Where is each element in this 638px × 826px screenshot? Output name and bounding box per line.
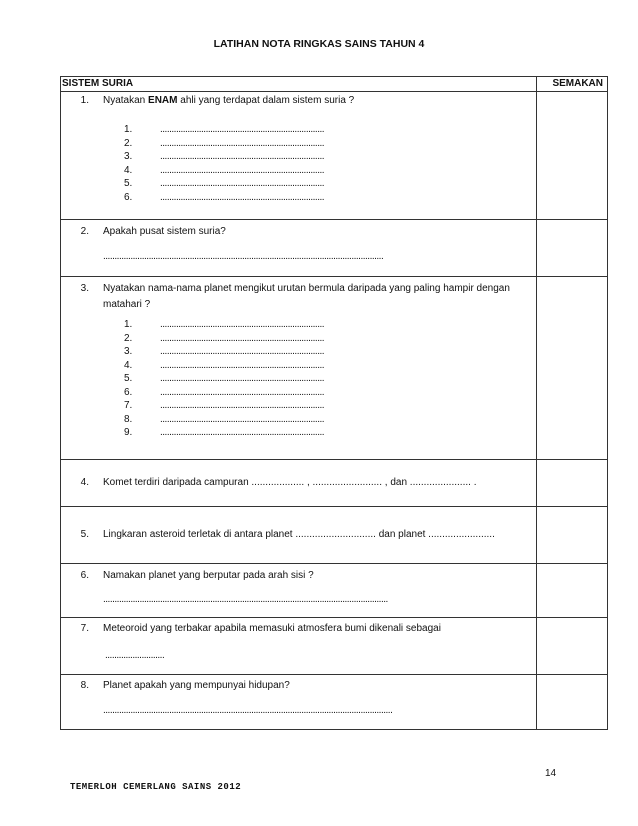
answer-line: 6. ........................................................................: [124, 191, 325, 203]
answer-line[interactable]: ...............................................................................................................................: [103, 705, 393, 716]
check-cell[interactable]: [537, 277, 608, 460]
answer-line: 4. ........................................................................: [124, 164, 325, 176]
answer-line: 4. ........................................................................: [124, 359, 325, 371]
answer-line[interactable]: ...........................................................................................................................: [103, 251, 384, 262]
check-header: SEMAKAN: [537, 77, 608, 92]
answer-list: [124, 123, 324, 204]
answer-line: 2. ........................................................................: [124, 137, 325, 149]
check-cell[interactable]: [537, 507, 608, 564]
answer-list: [124, 318, 324, 440]
check-cell[interactable]: [537, 220, 608, 277]
answer-line: 3. ........................................................................: [124, 346, 325, 357]
answer-line: 7. ........................................................................: [124, 400, 325, 411]
question-1: 1. Nyatakan ENAM ahli yang terdapat dalam sistem suria ? 1. ........................................................................ 2. ........................................................................ 3. ........................................................................ 4. ........................................................................ 5. ........................................................................ 6. ........................................................................: [61, 92, 537, 220]
answer-line: 8. ........................................................................: [124, 413, 325, 425]
check-cell[interactable]: [537, 92, 608, 220]
answer-line: 6. ........................................................................: [124, 386, 325, 398]
answer-line: 1. ........................................................................: [124, 319, 325, 330]
section-header: SISTEM SURIA: [61, 77, 537, 92]
answer-line: 1. ........................................................................: [124, 124, 325, 135]
question-7: 7. Meteoroid yang terbakar apabila memasuki atmosfera bumi dikenali sebagai ..........................: [61, 618, 537, 675]
check-cell[interactable]: [537, 460, 608, 507]
answer-line[interactable]: .............................................................................................................................: [103, 594, 388, 605]
worksheet-table: [60, 76, 608, 730]
check-cell[interactable]: [537, 675, 608, 730]
answer-line: 5. ........................................................................: [124, 373, 325, 384]
answer-line: 2. ........................................................................: [124, 332, 325, 344]
answer-line: 3. ........................................................................: [124, 151, 325, 162]
answer-line: 9. ........................................................................: [124, 427, 325, 438]
check-cell[interactable]: [537, 618, 608, 675]
answer-line: 5. ........................................................................: [124, 178, 325, 189]
footer-text: TEMERLOH CEMERLANG SAINS 2012: [70, 782, 242, 792]
question-6: 6. Namakan planet yang berputar pada arah sisi ? .............................................................................................................................: [61, 564, 537, 618]
question-3: 3. Nyatakan nama-nama planet mengikut urutan bermula daripada yang paling hampir dengan matahari ? 1. ........................................................................ 2. ........................................................................ 3. ........................................................................ 4. ........................................................................ 5. ........................................................................ 6. ........................................................................ 7. ........................................................................ 8. ........................................................................ 9. ........................................................................: [61, 277, 537, 460]
question-5: 5. Lingkaran asteroid terletak di antara planet ............................. dan planet ........................: [61, 507, 537, 564]
page-title: LATIHAN NOTA RINGKAS SAINS TAHUN 4: [213, 38, 425, 50]
question-2: 2. Apakah pusat sistem suria? ...........................................................................................................................: [61, 220, 537, 277]
answer-line[interactable]: ..........................: [105, 650, 165, 661]
question-4: 4. Komet terdiri daripada campuran ................... , ......................... , dan ...................... .: [61, 460, 537, 507]
page-number: 14: [545, 768, 557, 779]
question-8: 8. Planet apakah yang mempunyai hidupan? ...............................................................................................................................: [61, 675, 537, 730]
check-cell[interactable]: [537, 564, 608, 618]
